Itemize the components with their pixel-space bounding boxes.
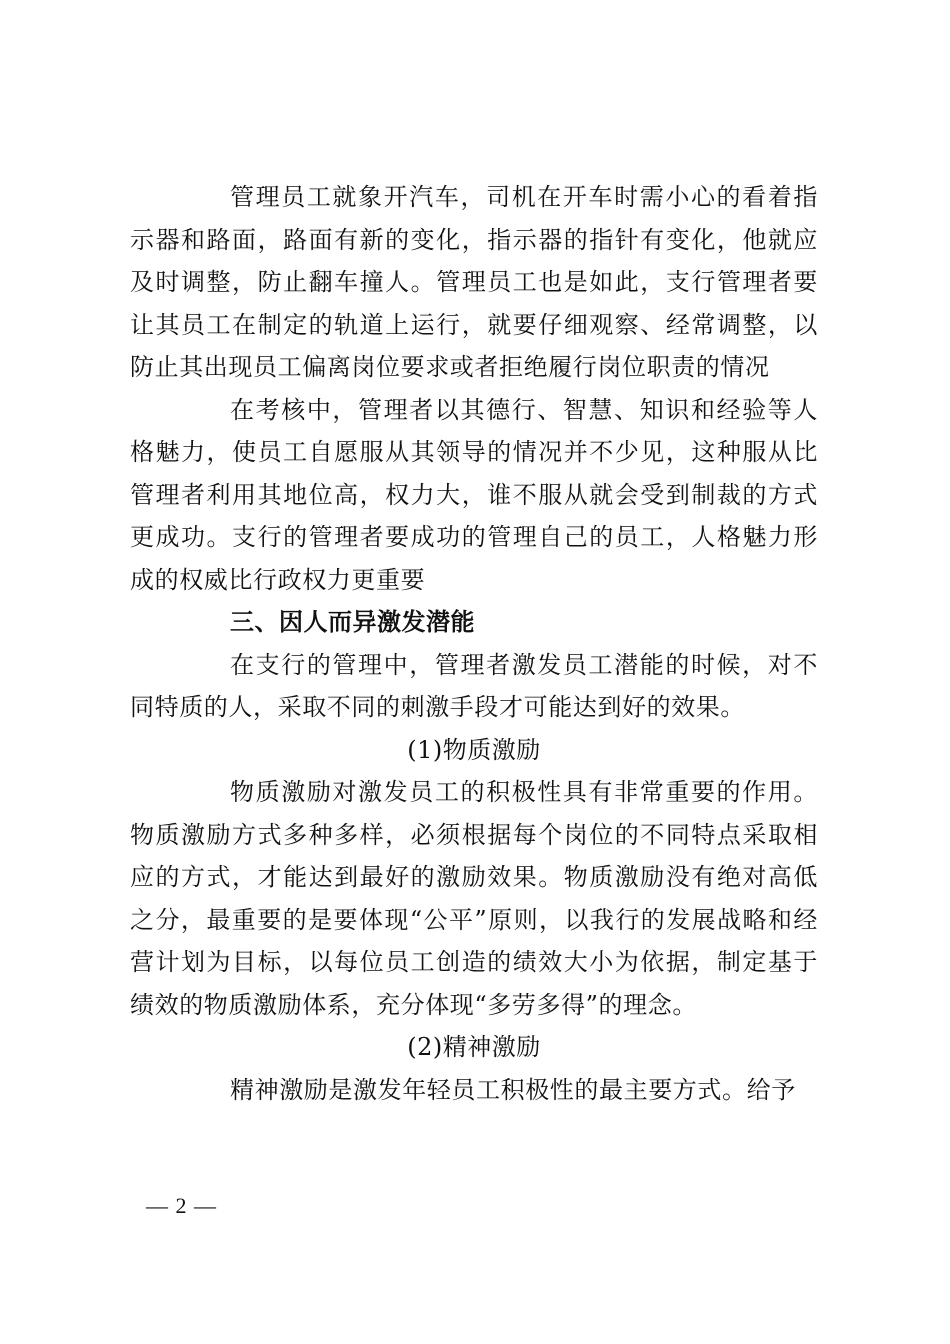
- subheading-material-incentive: (1)物质激励: [407, 735, 541, 764]
- subheading-spiritual-incentive: (2)精神激励: [407, 1033, 541, 1061]
- paragraph-material-incentive: 物质激励对激发员工的积极性具有非常重要的作用。物质激励方式多种多样，必须根据每个岗位的不同特点采取相应的方式，才能达到最好的激励效果。物质激励没有绝对高低之分，最重要的是要体现“公平”原则，以我行的发展战略和经营计划为目标，以每位员工创造的绩效大小为依据，制定基于绩效的物质激励体系，充分体现“多劳多得”的理念。: [130, 778, 818, 1019]
- page-number: — 2 —: [146, 1193, 217, 1218]
- paragraph-spiritual-incentive: 精神激励是激发年轻员工积极性的最主要方式。给予: [230, 1075, 796, 1104]
- section-heading: 三、因人而异激发潜能: [230, 608, 475, 636]
- paragraph-stimulate-potential: 在支行的管理中，管理者激发员工潜能的时候，对不同特质的人，采取不同的刺激手段才可能达到好的效果。: [130, 650, 818, 721]
- paragraph-driving-analogy: 管理员工就象开汽车，司机在开车时需小心的看着指示器和路面，路面有新的变化，指示器的指针有变化，他就应及时调整，防止翻车撞人。管理员工也是如此，支行管理者要让其员工在制定的轨道上运行，就要仔细观察、经常调整，以防止其出现员工偏离岗位要求或者拒绝履行岗位职责的情况: [130, 183, 818, 381]
- document-body: [130, 176, 818, 1111]
- paragraph-personal-charisma: 在考核中，管理者以其德行、智慧、知识和经验等人格魅力，使员工自愿服从其领导的情况并不少见，这种服从比管理者利用其地位高，权力大，谁不服从就会受到制裁的方式更成功。支行的管理者要成功的管理自己的员工，人格魅力形成的权威比行政权力更重要: [130, 395, 818, 594]
